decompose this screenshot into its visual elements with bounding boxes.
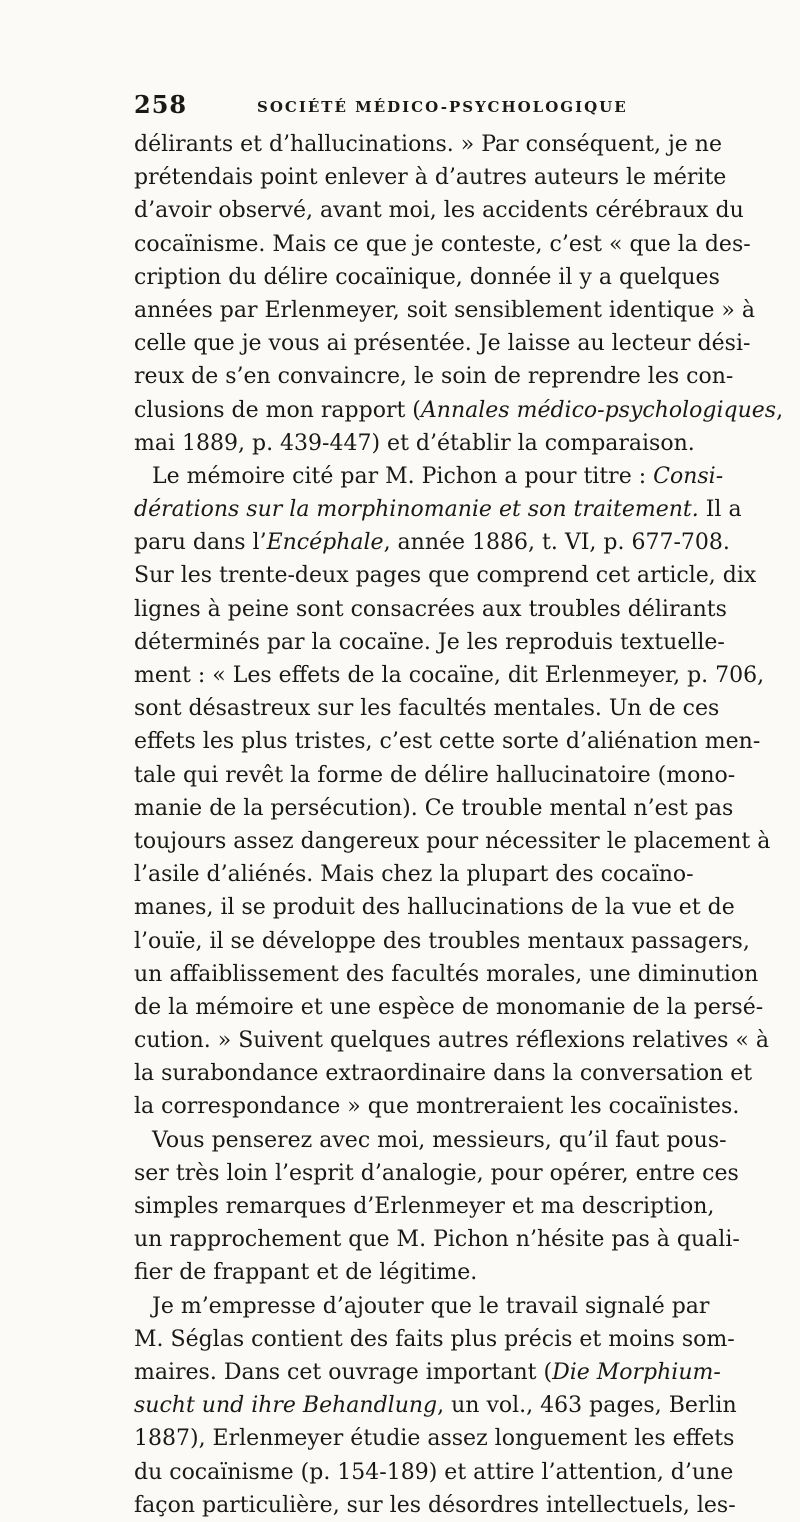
- text-segment: de la mémoire et une espèce de monomanie de la persé-: [134, 994, 764, 1020]
- text-segment: déterminés par la cocaïne. Je les reproduis textuelle-: [134, 629, 725, 655]
- text-segment: reux de s’en convaincre, le soin de reprendre les con-: [134, 364, 734, 390]
- text-line: [134, 261, 720, 294]
- text-segment: l’asile d’aliénés. Mais chez la plupart des cocaïno-: [134, 862, 694, 888]
- text-line: [134, 161, 727, 194]
- text-line: [134, 1190, 715, 1223]
- text-line: [134, 1489, 736, 1522]
- text-line: [134, 1157, 739, 1190]
- text-segment: sont désastreux sur les facultés mentales. Un de ces: [134, 696, 720, 722]
- text-line: [134, 1456, 734, 1489]
- text-line: [134, 327, 751, 360]
- page-number: 258: [134, 90, 188, 119]
- text-segment: façon particulière, sur les désordres intellectuels, les-: [134, 1492, 736, 1518]
- text-line: [134, 1256, 674, 1289]
- text-line: [134, 360, 734, 393]
- text-line: [134, 626, 725, 659]
- text-segment: ser très loin l’esprit d’analogie, pour opérer, entre ces: [134, 1160, 739, 1186]
- text-line: [134, 128, 722, 161]
- text-line: [134, 1024, 769, 1057]
- text-line: [134, 858, 694, 891]
- text-segment: clusions de mon rapport (: [134, 397, 421, 423]
- text-line: [134, 1223, 740, 1256]
- text-segment: prétendais point enlever à d’autres auteurs le mérite: [134, 165, 727, 191]
- text-segment: manes, il se produit des hallucinations de la vue et de: [134, 895, 735, 921]
- text-segment: Il a: [698, 497, 742, 523]
- text-line: [134, 1124, 727, 1157]
- text-line: [134, 526, 730, 559]
- text-segment: celle que je vous ai présentée. Je laisse au lecteur dési-: [134, 331, 751, 357]
- text-segment: , année 1886, t. VI, p. 677-708.: [383, 530, 730, 556]
- text-line: [134, 991, 764, 1024]
- text-segment: maires. Dans cet ouvrage important (: [134, 1359, 553, 1385]
- text-segment: effets les plus tristes, c’est cette sorte d’aliénation men-: [134, 729, 761, 755]
- text-line: [134, 394, 784, 427]
- italic-text: Consi-: [653, 463, 724, 489]
- text-line: [134, 493, 742, 526]
- italic-text: Encéphale: [266, 530, 384, 556]
- text-line: [134, 1323, 735, 1356]
- italic-text: Annales médico-psychologiques: [420, 397, 777, 423]
- text-segment: tale qui revêt la forme de délire hallucinatoire (mono-: [134, 762, 736, 788]
- text-line: [134, 725, 761, 758]
- text-segment: Le mémoire cité par M. Pichon a pour titre :: [152, 463, 654, 489]
- text-line: [134, 1356, 721, 1389]
- text-segment: simples remarques d’Erlenmeyer et ma description,: [134, 1194, 715, 1219]
- text-segment: années par Erlenmeyer, soit sensiblement identique » à: [134, 297, 755, 323]
- text-line: [134, 891, 735, 924]
- text-segment: mai 1889, p. 439-447) et d’établir la comparaison.: [134, 430, 695, 456]
- italic-text: sucht und ihre Behandlung: [134, 1393, 438, 1419]
- text-segment: délirants et d’hallucinations. » Par conséquent, je ne: [134, 132, 722, 157]
- text-segment: M. Séglas contient des faits plus précis et moins som-: [134, 1326, 735, 1352]
- text-segment: cription du délire cocaïnique, donnée il y a quelques: [134, 264, 720, 290]
- text-line: [134, 1422, 735, 1455]
- text-line: [134, 1057, 753, 1090]
- text-segment: d’avoir observé, avant moi, les accidents cérébraux du: [134, 198, 744, 224]
- text-segment: du cocaïnisme (p. 154-189) et attire l’attention, d’une: [134, 1459, 734, 1485]
- body-text: [134, 128, 784, 1522]
- text-line: [134, 1090, 740, 1123]
- text-line: [134, 228, 751, 261]
- running-head: SOCIÉTÉ MÉDICO-PSYCHOLOGIQUE: [257, 98, 628, 116]
- text-segment: paru dans l’: [134, 530, 267, 556]
- text-segment: Sur les trente-deux pages que comprend cet article, dix: [134, 563, 757, 589]
- text-line: [134, 1389, 737, 1422]
- text-segment: ,: [776, 397, 784, 423]
- italic-text: dérations sur la morphinomanie et son traitement.: [134, 497, 699, 523]
- text-segment: cocaïnisme. Mais ce que je conteste, c’est « que la des-: [134, 231, 751, 257]
- text-line: [134, 925, 750, 958]
- text-segment: lignes à peine sont consacrées aux troubles délirants: [134, 596, 727, 622]
- text-segment: Je m’empresse d’ajouter que le travail signalé par: [152, 1293, 710, 1319]
- text-line: [134, 427, 695, 460]
- text-segment: un affaiblissement des facultés morales, une diminution: [134, 961, 759, 987]
- text-segment: l’ouïe, il se développe des troubles mentaux passagers,: [134, 928, 750, 954]
- text-segment: Vous penserez avec moi, messieurs, qu’il faut pous-: [152, 1127, 727, 1153]
- text-segment: 1887), Erlenmeyer étudie assez longuement les effets: [134, 1426, 735, 1452]
- text-segment: ment : « Les effets de la cocaïne, dit Erlenmeyer, p. 706,: [134, 663, 765, 688]
- text-segment: , un vol., 463 pages, Berlin: [437, 1393, 737, 1419]
- text-line: [134, 194, 744, 227]
- text-segment: toujours assez dangereux pour nécessiter le placement à: [134, 828, 771, 854]
- italic-text: Die Morphium-: [552, 1359, 721, 1385]
- text-line: [134, 559, 757, 592]
- text-line: [134, 659, 765, 692]
- text-segment: la correspondance » que montreraient les cocaïnistes.: [134, 1094, 740, 1120]
- text-line: [134, 958, 759, 991]
- text-segment: un rapprochement que M. Pichon n’hésite pas à quali-: [134, 1227, 740, 1253]
- text-segment: cution. » Suivent quelques autres réflexions relatives « à: [134, 1028, 769, 1054]
- text-line: [134, 792, 734, 825]
- text-segment: manie de la persécution). Ce trouble mental n’est pas: [134, 795, 734, 821]
- text-segment: fier de frappant et de légitime.: [134, 1260, 478, 1286]
- text-segment: la surabondance extraordinaire dans la conversation et: [134, 1061, 753, 1087]
- text-line: [134, 294, 755, 327]
- page-header: [134, 90, 669, 120]
- text-line: [134, 1290, 710, 1323]
- text-line: [134, 825, 771, 858]
- text-line: [134, 593, 727, 626]
- text-line: [134, 692, 720, 725]
- text-line: [134, 460, 724, 493]
- text-line: [134, 759, 736, 792]
